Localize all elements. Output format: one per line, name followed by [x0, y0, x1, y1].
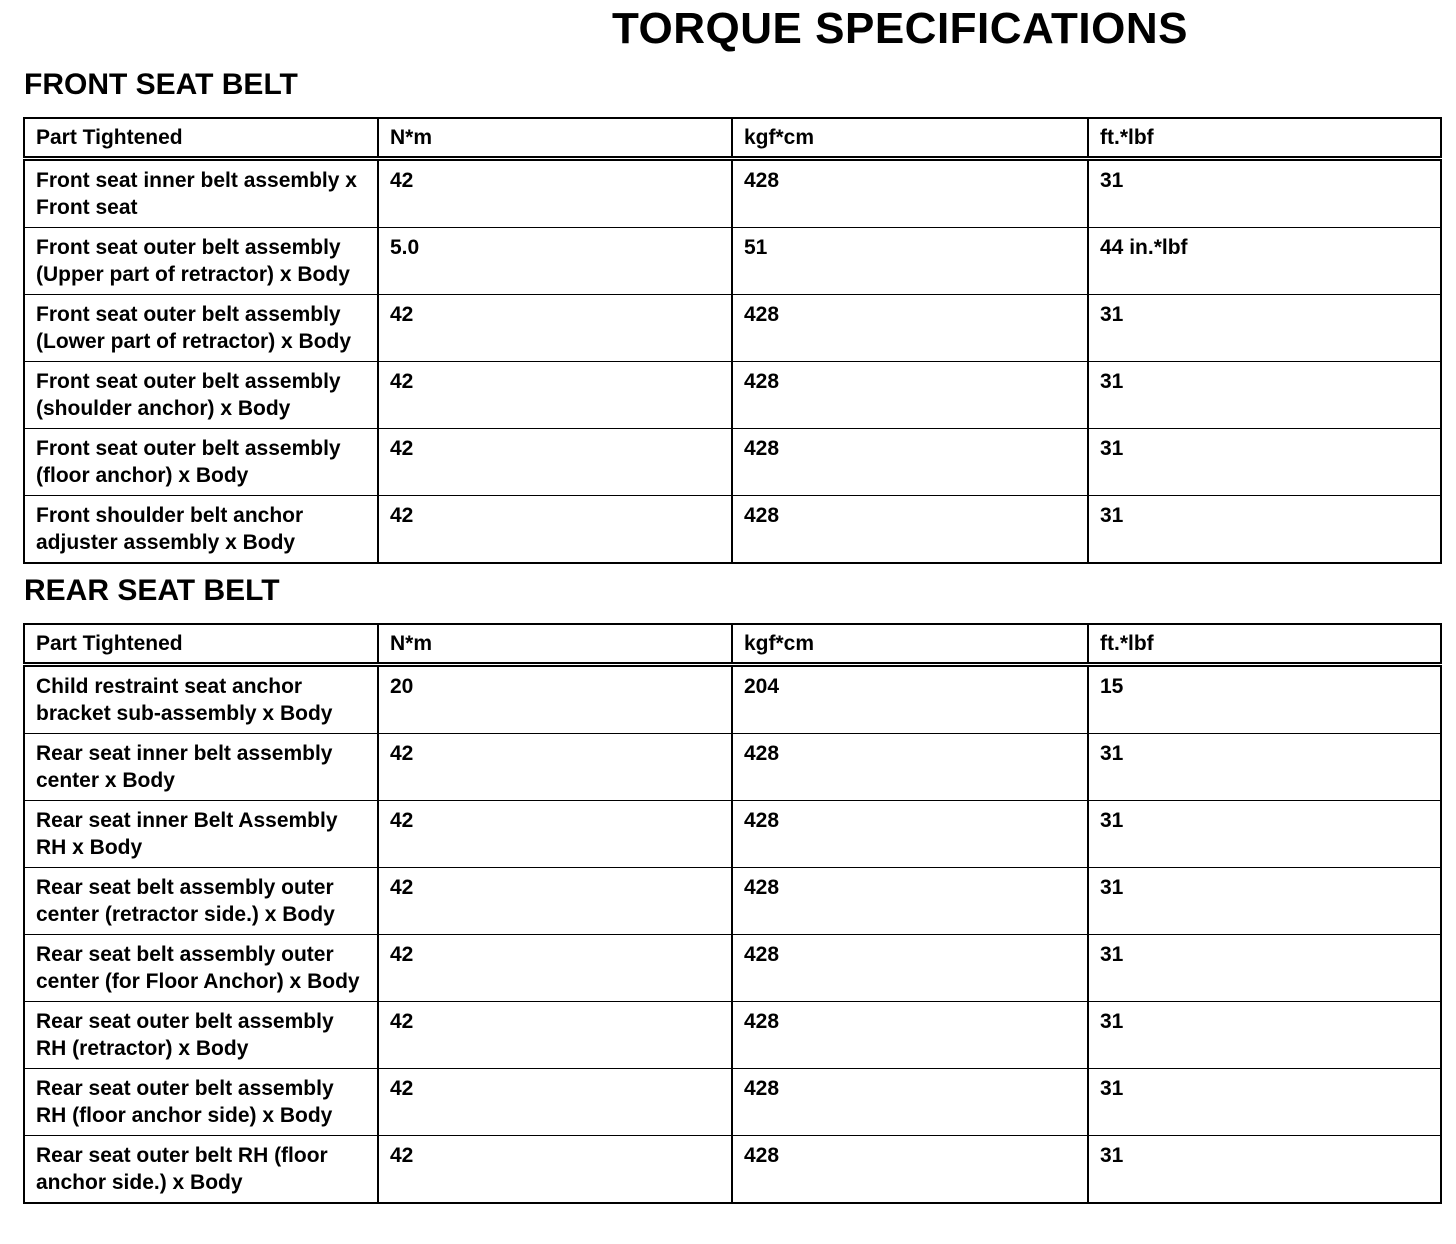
table-header-row — [24, 118, 1441, 158]
nm-cell: 42 — [378, 495, 732, 563]
kgf-cm-cell: 428 — [732, 867, 1088, 934]
ft-lbf-cell: 44 in.*lbf — [1088, 227, 1441, 294]
table-row — [24, 733, 1441, 800]
ft-lbf-cell: 31 — [1088, 1068, 1441, 1135]
nm-cell: 42 — [378, 1001, 732, 1068]
kgf-cm-cell: 428 — [732, 361, 1088, 428]
kgf-cm-cell: 428 — [732, 1001, 1088, 1068]
front-seat-belt-table — [23, 117, 1442, 564]
nm-cell: 42 — [378, 934, 732, 1001]
nm-cell: 42 — [378, 800, 732, 867]
nm-cell: 42 — [378, 867, 732, 934]
nm-cell: 42 — [378, 158, 732, 227]
kgf-cm-cell: 51 — [732, 227, 1088, 294]
part-cell: Front seat outer belt assembly (shoulder anchor) x Body — [24, 361, 378, 428]
kgf-cm-cell: 428 — [732, 495, 1088, 563]
nm-cell: 42 — [378, 294, 732, 361]
kgf-cm-cell: 428 — [732, 1068, 1088, 1135]
ft-lbf-cell: 31 — [1088, 1001, 1441, 1068]
nm-cell: 20 — [378, 664, 732, 733]
ft-lbf-cell: 31 — [1088, 158, 1441, 227]
table-row — [24, 428, 1441, 495]
rear-seat-belt-table — [23, 623, 1442, 1204]
table-row — [24, 867, 1441, 934]
table-header-row — [24, 624, 1441, 664]
header-kgf-cm: kgf*cm — [732, 118, 1088, 158]
nm-cell: 42 — [378, 1135, 732, 1203]
part-cell: Front shoulder belt anchor adjuster assembly x Body — [24, 495, 378, 563]
table-row — [24, 664, 1441, 733]
table-row — [24, 1068, 1441, 1135]
kgf-cm-cell: 428 — [732, 1135, 1088, 1203]
header-ft-lbf: ft.*lbf — [1088, 118, 1441, 158]
part-cell: Rear seat outer belt assembly RH (retractor) x Body — [24, 1001, 378, 1068]
part-cell: Front seat outer belt assembly (floor anchor) x Body — [24, 428, 378, 495]
part-cell: Front seat outer belt assembly (Upper part of retractor) x Body — [24, 227, 378, 294]
kgf-cm-cell: 428 — [732, 800, 1088, 867]
ft-lbf-cell: 31 — [1088, 361, 1441, 428]
page-title: TORQUE SPECIFICATIONS — [611, 4, 1189, 53]
part-cell: Rear seat belt assembly outer center (for Floor Anchor) x Body — [24, 934, 378, 1001]
part-cell: Rear seat inner belt assembly center x Body — [24, 733, 378, 800]
table-row — [24, 800, 1441, 867]
kgf-cm-cell: 428 — [732, 733, 1088, 800]
table-row — [24, 294, 1441, 361]
table-row — [24, 1135, 1441, 1203]
header-nm: N*m — [378, 624, 732, 664]
kgf-cm-cell: 428 — [732, 294, 1088, 361]
table-row — [24, 227, 1441, 294]
nm-cell: 42 — [378, 733, 732, 800]
ft-lbf-cell: 31 — [1088, 294, 1441, 361]
header-ft-lbf: ft.*lbf — [1088, 624, 1441, 664]
nm-cell: 42 — [378, 361, 732, 428]
table-row — [24, 934, 1441, 1001]
header-part-tightened: Part Tightened — [24, 624, 378, 664]
table-row — [24, 495, 1441, 563]
ft-lbf-cell: 31 — [1088, 1135, 1441, 1203]
table-row — [24, 158, 1441, 227]
ft-lbf-cell: 31 — [1088, 428, 1441, 495]
ft-lbf-cell: 31 — [1088, 800, 1441, 867]
ft-lbf-cell: 15 — [1088, 664, 1441, 733]
kgf-cm-cell: 428 — [732, 934, 1088, 1001]
header-part-tightened: Part Tightened — [24, 118, 378, 158]
nm-cell: 42 — [378, 428, 732, 495]
part-cell: Rear seat outer belt RH (floor anchor side.) x Body — [24, 1135, 378, 1203]
nm-cell: 5.0 — [378, 227, 732, 294]
part-cell: Front seat inner belt assembly x Front seat — [24, 158, 378, 227]
part-cell: Front seat outer belt assembly (Lower part of retractor) x Body — [24, 294, 378, 361]
part-cell: Rear seat outer belt assembly RH (floor anchor side) x Body — [24, 1068, 378, 1135]
ft-lbf-cell: 31 — [1088, 934, 1441, 1001]
ft-lbf-cell: 31 — [1088, 733, 1441, 800]
header-kgf-cm: kgf*cm — [732, 624, 1088, 664]
rear-seat-belt-heading: REAR SEAT BELT — [24, 574, 280, 607]
kgf-cm-cell: 204 — [732, 664, 1088, 733]
table-row — [24, 1001, 1441, 1068]
ft-lbf-cell: 31 — [1088, 495, 1441, 563]
kgf-cm-cell: 428 — [732, 428, 1088, 495]
front-seat-belt-heading: FRONT SEAT BELT — [24, 68, 298, 101]
nm-cell: 42 — [378, 1068, 732, 1135]
part-cell: Child restraint seat anchor bracket sub-assembly x Body — [24, 664, 378, 733]
part-cell: Rear seat inner Belt Assembly RH x Body — [24, 800, 378, 867]
table-row — [24, 361, 1441, 428]
kgf-cm-cell: 428 — [732, 158, 1088, 227]
part-cell: Rear seat belt assembly outer center (retractor side.) x Body — [24, 867, 378, 934]
ft-lbf-cell: 31 — [1088, 867, 1441, 934]
header-nm: N*m — [378, 118, 732, 158]
